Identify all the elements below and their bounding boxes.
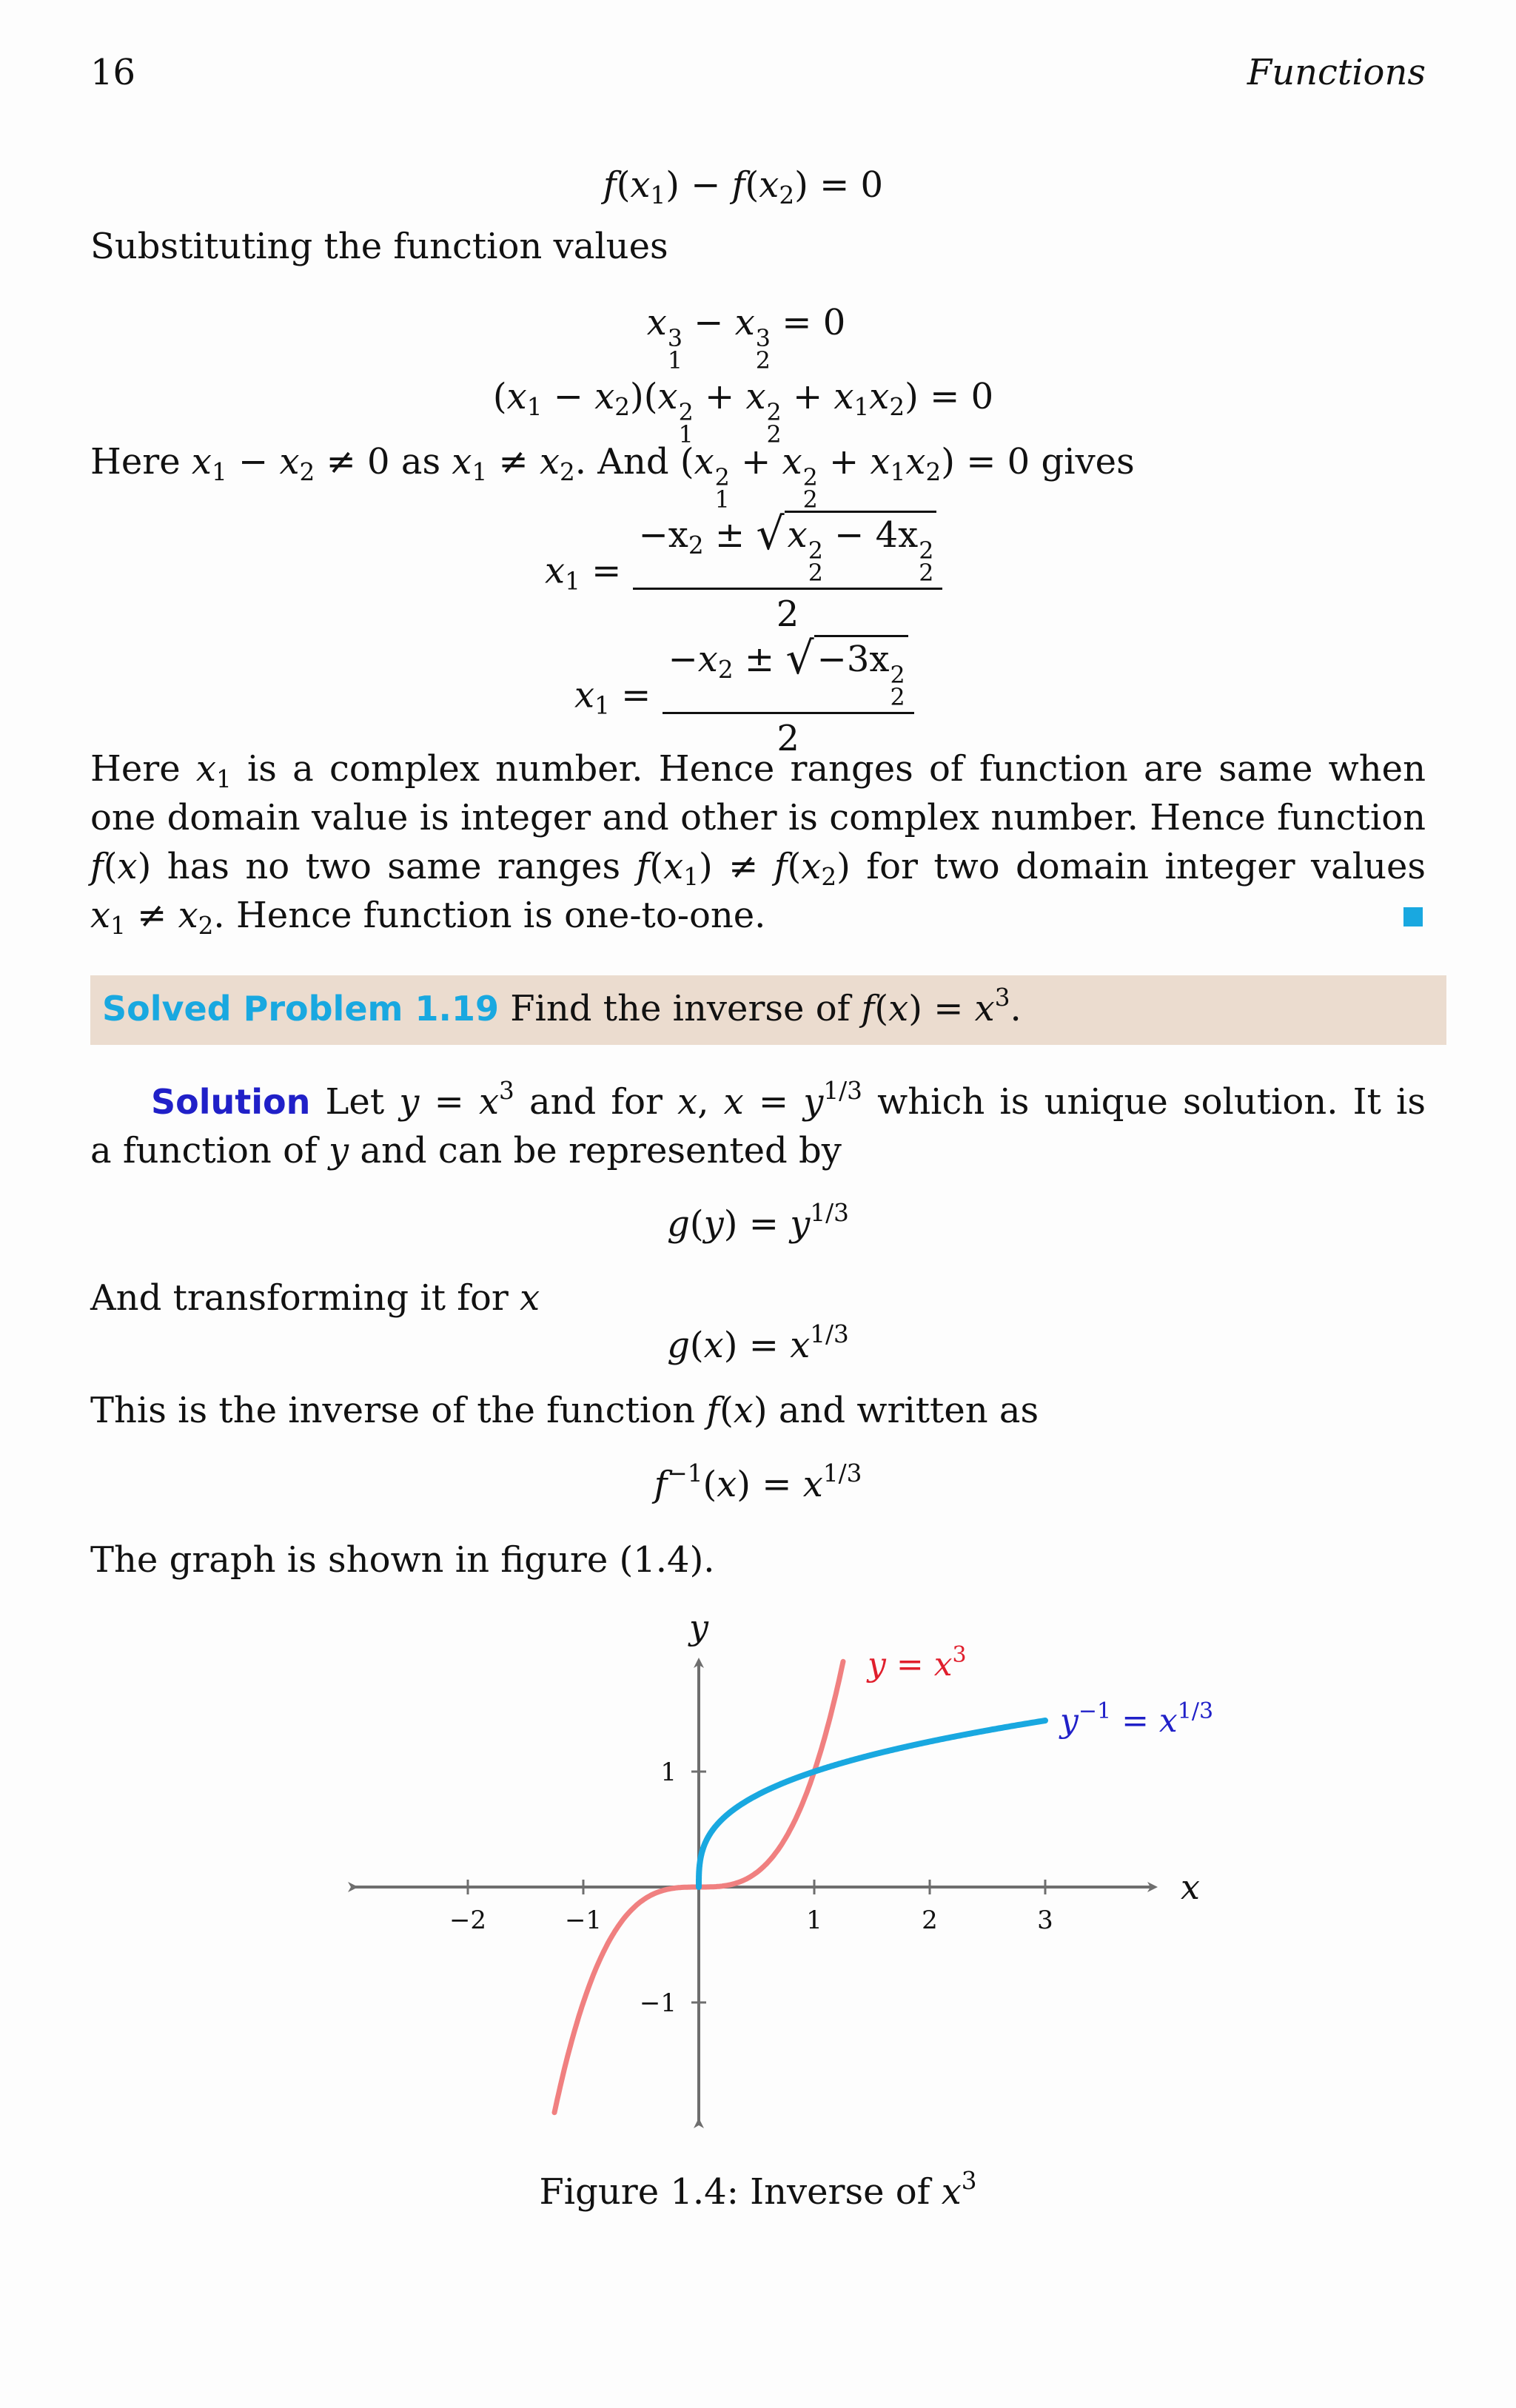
solved-problem-label: Solved Problem 1.19	[102, 989, 499, 1029]
solved-problem-statement: Solved Problem 1.19 Find the inverse of $f(x) = x^3$.	[102, 983, 1022, 1029]
cube-root-curve	[699, 1721, 1045, 1887]
graph-reference-text: The graph is shown in figure (1.4).	[90, 1539, 715, 1581]
inverse-text: This is the inverse of the function f(x) and written as	[90, 1390, 1039, 1431]
figure-caption: Figure 1.4: Inverse of $x^3$	[539, 2166, 977, 2213]
y-axis-label: y	[689, 1607, 708, 1647]
here-line: Here $x_1 - x_2 \ne 0$ as $x_1 \ne x_2$. And (x 2 1 + x 2 2 + $x_1x_2) = 0$ gives	[90, 441, 1135, 514]
y-tick-label: −1	[639, 1988, 677, 2018]
intro-text: Substituting the function values	[90, 226, 668, 267]
x-tick-label: 1	[806, 1906, 822, 1935]
transform-text: And transforming it for x	[90, 1277, 540, 1319]
equation-g-of-y: $g(y) = y^{1/3}$	[667, 1198, 849, 1245]
equation-f-difference: $f(x_1) - f(x_2) = 0$	[603, 164, 884, 210]
cube-root-curve-label: $y^{-1} = x^{1/3}$	[1060, 1698, 1214, 1740]
x-tick-label: 3	[1037, 1906, 1053, 1935]
x-tick-label: 2	[922, 1906, 938, 1935]
solution-paragraph: Solution Let $y = x^3$ and for x, $x = y^{1/3}$ which is unique solution. It is a function of y and can be represented by	[90, 1076, 1426, 1171]
solution-label: Solution	[151, 1082, 311, 1122]
equation-quadratic-2: $x_1$ = $-x_2 \pm √-3x$ 2 2 2	[574, 636, 914, 759]
chapter-title: Functions	[1247, 52, 1426, 93]
equation-f-inverse: $f^{-1}(x) = x^{1/3}$	[654, 1459, 862, 1505]
equation-cubes: x 3 1 − x 3 2 = 0	[646, 302, 846, 374]
x-axis-label: x	[1181, 1867, 1200, 1907]
equation-quadratic-1: $x_1$ = $-x_2 \pm √x$ 2 2 − 4x 2 2 2	[545, 512, 942, 635]
complex-number-paragraph: Here $x_1$ is a complex number. Hence ranges of function are same when one domain value is integer and other is complex number. Hence function f(x) has no two same ranges $f(x_1) \ne f(x_2)$ for two domain integer values $x_1 \ne x_2$. Hence function is one-to-one.	[90, 748, 1426, 941]
x-tick-label: −1	[564, 1906, 603, 1935]
equation-factorization: $(x_1 - x_2)(x$ 2 1 + x 2 2 + $x_1x_2) = 0$	[492, 376, 994, 448]
x-tick-label: −2	[449, 1906, 487, 1935]
equation-g-of-x: $g(x) = x^{1/3}$	[667, 1319, 849, 1366]
y-tick-label: 1	[660, 1758, 677, 1787]
page-number: 16	[90, 52, 136, 93]
cube-curve-label: $y = x^3$	[868, 1642, 967, 1684]
